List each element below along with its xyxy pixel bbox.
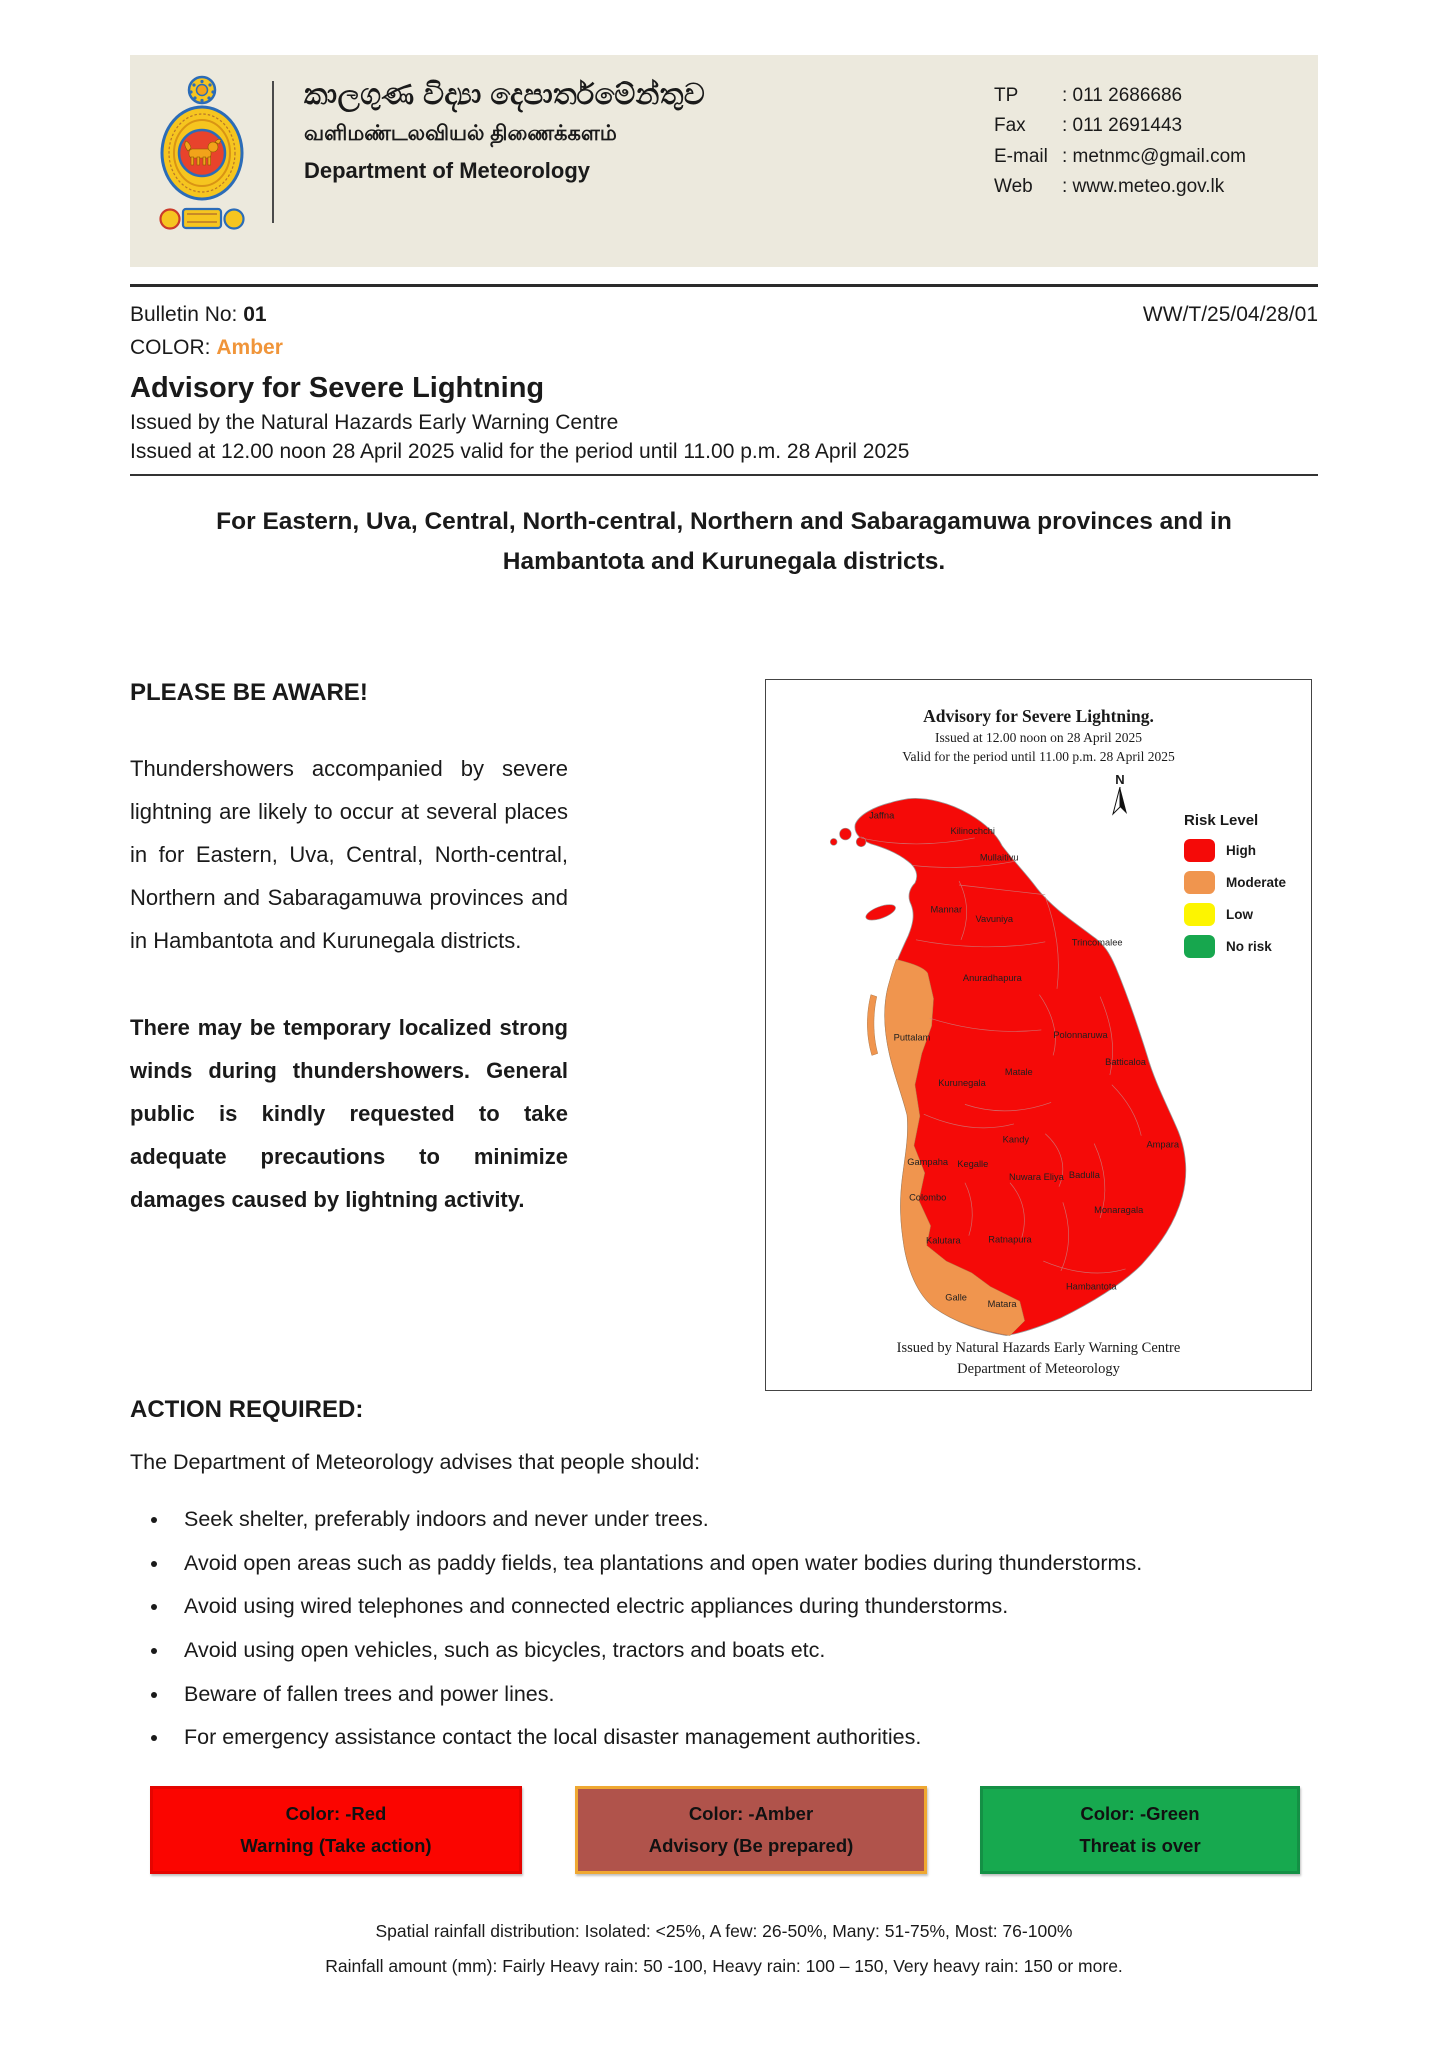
- district-label: Puttalam: [893, 1032, 931, 1043]
- action-item: • For emergency assistance contact the local disaster management authorities.: [170, 1721, 1318, 1754]
- district-label: Mullaitivu: [979, 852, 1019, 863]
- action-item: • Avoid using wired telephones and connected electric appliances during thunderstorms.: [170, 1590, 1318, 1623]
- risk-map: [765, 679, 1312, 1391]
- legend-item-moderate: Moderate: [1184, 871, 1286, 894]
- action-item: • Seek shelter, preferably indoors and never under trees.: [170, 1503, 1318, 1536]
- sri-lanka-emblem-logo: [158, 73, 246, 246]
- district-label: Polonnaruwa: [1053, 1029, 1108, 1040]
- district-label: Kandy: [1002, 1134, 1030, 1145]
- rainfall-distribution-line: Spatial rainfall distribution: Isolated: <25%, A few: 26-50%, Many: 51-75%, Most: 76-100%: [375, 1920, 1073, 1941]
- header-rule: [130, 284, 1318, 287]
- sri-lanka-map: [818, 790, 1200, 1360]
- north-label: N: [1115, 771, 1125, 787]
- district-label: Kilinochchi: [950, 825, 995, 836]
- letterhead: [130, 55, 1318, 267]
- contact-value: : metnmc@gmail.com: [1062, 145, 1246, 167]
- action-item: • Avoid using open vehicles, such as bicycles, tractors and boats etc.: [170, 1634, 1318, 1667]
- org-name-tamil: வளிமண்டலவியல் திணைக்களம்: [304, 122, 617, 145]
- org-name-english: Department of Meteorology: [304, 158, 591, 183]
- page-title: Advisory for Severe Lightning: [130, 372, 545, 404]
- org-names: [304, 79, 705, 184]
- bulletin-number: Bulletin No: 01: [130, 303, 267, 326]
- action-item: • Beware of fallen trees and power lines.: [170, 1678, 1318, 1711]
- contact-value: : 011 2686686: [1062, 85, 1183, 106]
- district-label: Vavuniya: [975, 914, 1014, 925]
- rainfall-amount-line: Rainfall amount (mm): Fairly Heavy rain: 50 -100, Heavy rain: 100 – 150, Very heavy rain: 150 or more.: [325, 1955, 1123, 1976]
- color-code-boxes: [130, 1786, 1318, 1874]
- color-status-line: COLOR: Amber: [130, 336, 283, 359]
- district-label: Hambantota: [1065, 1281, 1117, 1292]
- district-label: Gampaha: [907, 1156, 949, 1167]
- map-caption-line1: Issued by Natural Hazards Early Warning Centre: [896, 1339, 1181, 1356]
- district-label: Matale: [1004, 1066, 1033, 1077]
- legend-item-high: High: [1184, 839, 1286, 862]
- content-columns: [130, 678, 1318, 1377]
- district-label: Ampara: [1146, 1139, 1180, 1150]
- contact-block: [994, 81, 1246, 203]
- legend-title: Risk Level: [1184, 811, 1259, 829]
- action-list: [130, 1503, 1318, 1754]
- section-rule: [130, 474, 1318, 476]
- district-label: Kalutara: [926, 1235, 961, 1246]
- district-label: Trincomalee: [1071, 937, 1123, 948]
- rainfall-definitions: [130, 1914, 1318, 1984]
- contact-label: Web: [994, 176, 1033, 198]
- map-valid-line: Valid for the period until 11.00 p.m. 28 April 2025: [902, 748, 1175, 764]
- map-caption: [766, 1338, 1311, 1380]
- map-caption-line2: Department of Meteorology: [957, 1360, 1120, 1377]
- red-warning-box: Color: -Red Warning (Take action): [150, 1786, 522, 1874]
- district-label: Mannar: [930, 904, 963, 915]
- amber-advisory-box: Color: -Amber Advisory (Be prepared): [575, 1786, 927, 1874]
- map-issued-line: Issued at 12.00 noon on 28 April 2025: [935, 729, 1142, 745]
- contact-label: Fax: [994, 115, 1026, 137]
- org-name-sinhala: කාලගුණ විද්‍යා දෙපාර්තමේන්තුව: [304, 79, 706, 111]
- reference-number: WW/T/25/04/28/01: [1142, 303, 1318, 326]
- bulletin-number-value: 01: [243, 303, 267, 326]
- contact-label: TP: [994, 85, 1019, 106]
- issued-at-line: Issued at 12.00 noon 28 April 2025 valid for the period until 11.00 p.m. 28 April 2025: [130, 440, 910, 463]
- district-label: Batticaloa: [1105, 1057, 1146, 1068]
- map-title: Advisory for Severe Lightning.: [923, 705, 1154, 726]
- district-label: Kurunegala: [938, 1077, 986, 1088]
- district-label: Kegalle: [957, 1158, 989, 1169]
- district-label: Anuradhapura: [962, 972, 1022, 983]
- green-clear-box: Color: -Green Threat is over: [980, 1786, 1300, 1874]
- action-item: • Avoid open areas such as paddy fields, tea plantations and open water bodies during thunderstorms.: [170, 1547, 1318, 1580]
- aware-paragraph-1: Thundershowers accompanied by severe lightning are likely to occur at several places in for Eastern, Uva, Central, North-central, Northern and Sabaragamuwa provinces and in Hambantota and Kurunegala districts.: [130, 755, 568, 953]
- aware-paragraph-2: There may be temporary localized strong winds during thundershowers. General public is kindly requested to take adequate precautions to minimize damages caused by lightning activity.: [130, 1014, 568, 1212]
- legend-item-norisk: No risk: [1184, 935, 1286, 958]
- district-label: Badulla: [1068, 1169, 1100, 1180]
- contact-value: : 011 2691443: [1062, 115, 1183, 137]
- district-label: Galle: [945, 1292, 967, 1303]
- issued-by-line: Issued by the Natural Hazards Early Warning Centre: [130, 411, 619, 434]
- legend-item-low: Low: [1184, 903, 1286, 926]
- aware-heading: PLEASE BE AWARE!: [130, 678, 368, 706]
- contact-label: E-mail: [994, 145, 1048, 167]
- color-status-value: Amber: [216, 336, 283, 359]
- action-intro: The Department of Meteorology advises that people should:: [130, 1449, 701, 1474]
- contact-value: : www.meteo.gov.lk: [1062, 176, 1225, 198]
- letterhead-divider: [272, 81, 274, 223]
- region-heading: For Eastern, Uva, Central, North-central, Northern and Sabaragamuwa provinces and in Hambantota and Kurunegala districts.: [216, 508, 1232, 576]
- district-label: Colombo: [909, 1192, 947, 1203]
- district-label: Nuwara Eliya: [1009, 1171, 1064, 1182]
- district-label: Ratnapura: [988, 1234, 1032, 1245]
- district-label: Matara: [987, 1298, 1017, 1309]
- district-label: Jaffna: [869, 810, 895, 821]
- advisory-text-column: [130, 679, 568, 1221]
- district-label: Monaragala: [1094, 1204, 1144, 1215]
- action-heading: ACTION REQUIRED:: [130, 1395, 364, 1423]
